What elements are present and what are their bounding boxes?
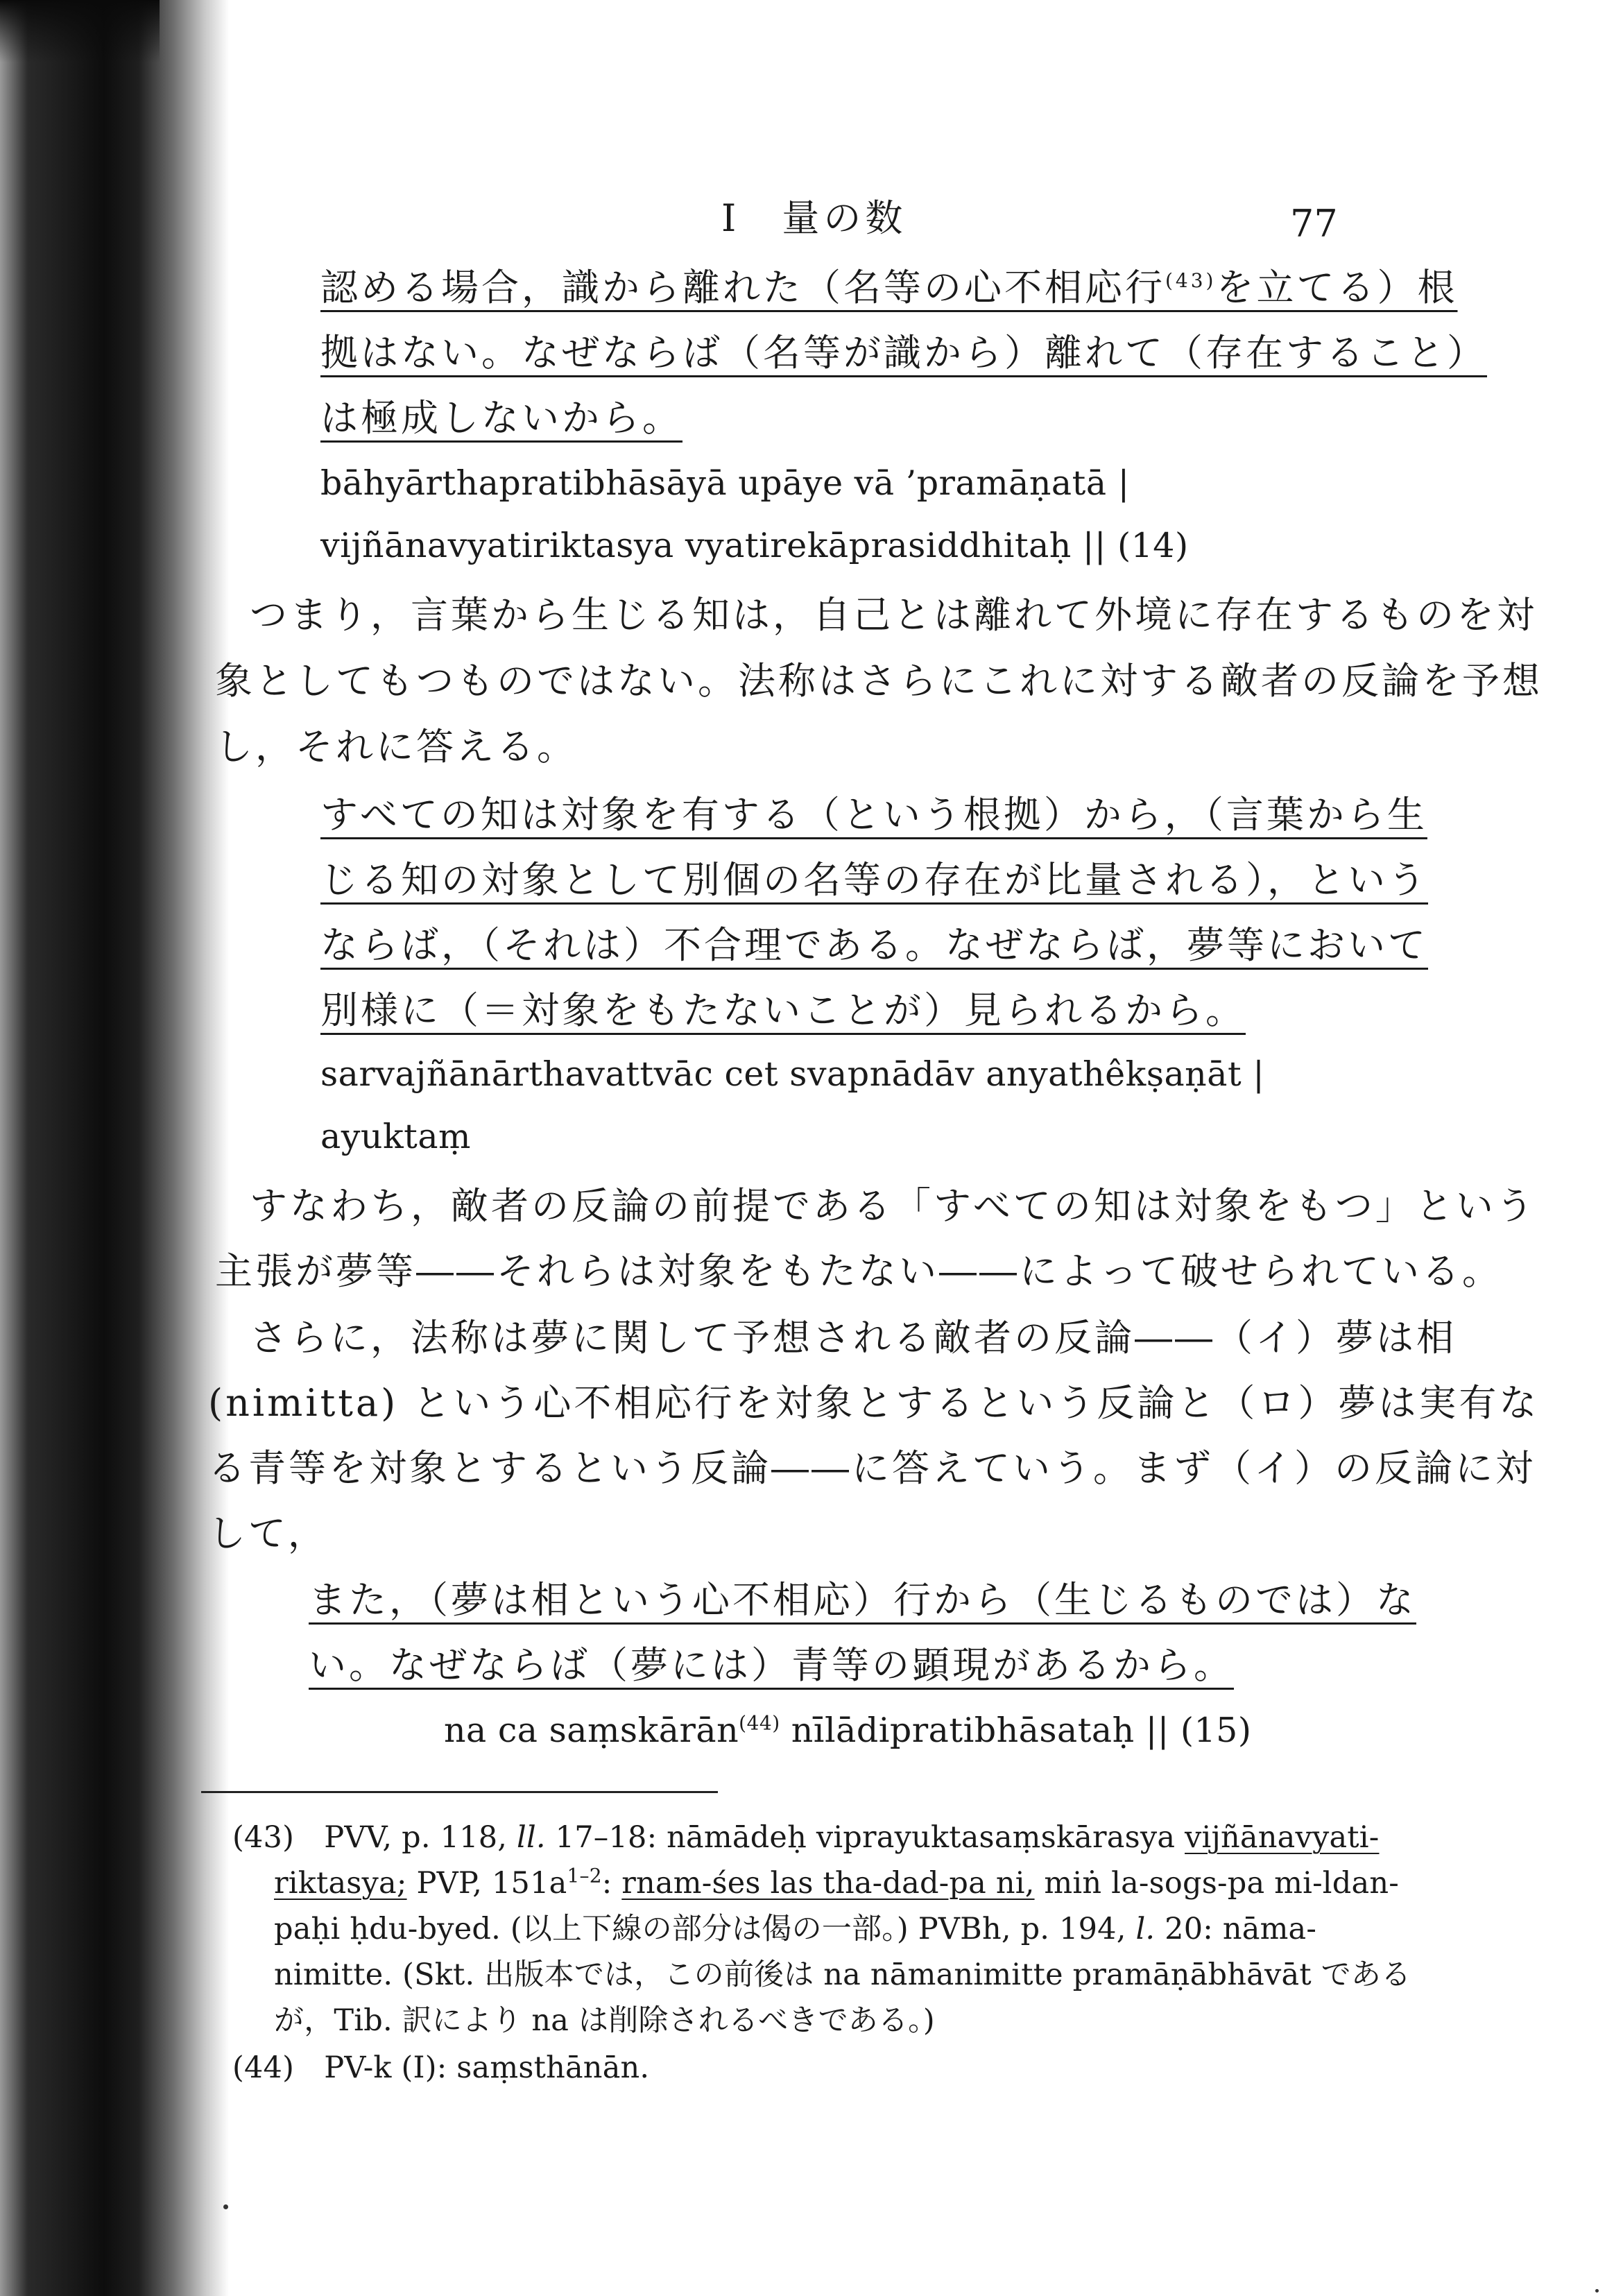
quote-3-line-1: また，（夢は相という心不相応）行から（生じるものでは）な [309,1578,1416,1622]
paragraph-3-line-3: る青等を対象とするという反論――に答えていう。まず（イ）の反論に対 [208,1446,1536,1490]
paragraph-1-line-1: つまり，言葉から生じる知は，自己とは離れて外境に存在するものを対 [250,593,1537,637]
footnote-43-line-4: nimitte. (Skt. 出版本では，この前後は na nāmanimitte pramāṇābhāvāt である [274,1957,1411,1992]
sanskrit-verse-14-line-2: vijñānavyatiriktasya vyatirekāprasiddhitaḥ || (14) [320,526,1189,565]
paragraph-1-line-3: し，それに答える。 [215,725,577,769]
sanskrit-verse-14-line-1: bāhyārthapratibhāsāyā upāye vā ’pramāṇatā | [320,463,1130,503]
sanskrit-verse-line-1: sarvajñānārthavattvāc cet svapnādāv anyathêkṣaṇāt | [320,1054,1265,1094]
quote-1-line-2: 拠はない。なぜならば（名等が識から）離れて（存在すること） [320,331,1487,375]
quote-2-line-3: ならば，（それは）不合理である。なぜならば，夢等において [320,923,1428,967]
quote-2-line-1: すべての知は対象を有する（という根拠）から，（言葉から生 [320,793,1427,837]
paragraph-2-line-1: すなわち，敵者の反論の前提である「すべての知は対象をもつ」という [250,1184,1536,1228]
paragraph-3-line-1: さらに，法称は夢に関して予想される敵者の反論――（イ）夢は相 [250,1316,1457,1360]
footnote-43-line-3: paḥi ḥdu-byed. (以上下線の部分は偈の一部。) PVBh, p. 194, l. 20: nāma- [274,1912,1317,1946]
sanskrit-verse-line-2: ayuktaṃ [320,1117,472,1156]
paragraph-1-line-2: 象としてもつものではない。法称はさらにこれに対する敵者の反論を予想 [215,659,1543,703]
footnote-43-line-2: riktasya; PVP, $151a^{1-2}$: rnam-śes las tha-dad-pa ni, miṅ la-sogs-pa mi-ldan- [274,1864,1399,1901]
footnote-44: (44) PV-k (I): saṃsthānān. [232,2050,650,2085]
footnote-ref-44: (44) [739,1711,780,1735]
quote-3-line-2: い。なぜならば（夢には）青等の顕現があるから。 [309,1643,1234,1687]
paragraph-3-line-2: (nimitta) という心不相応行を対象とするという反論と（ロ）夢は実有な [208,1381,1540,1425]
quote-1-line-3: は極成しないから。 [320,396,682,440]
paragraph-3-line-4: して， [208,1511,328,1555]
sanskrit-verse-15: na ca saṃskārān$^{(44)}$ nīlādipratibhāsataḥ || (15) [444,1711,1252,1750]
footnote-divider [201,1791,718,1793]
quote-1-line-1: 認める場合，識から離れた（名等の心不相応行$^{(43)}$を立てる）根 [320,266,1458,309]
footnote-ref-43: (43) [1165,269,1217,292]
footnote-43-line-1: (43) PVV, p. 118, ll. 17–18: nāmādeḥ viprayuktasaṃskārasya vijñānavyati- [232,1820,1380,1855]
quote-2-line-2: じる知の対象として別個の名等の存在が比量される），という [320,858,1428,902]
page-number: 77 [1290,202,1338,246]
chapter-heading: I 量の数 [721,196,907,240]
scan-speck [223,2204,228,2209]
quote-2-line-4: 別様に（＝対象をもたないことが）見られるから。 [320,988,1246,1032]
paragraph-2-line-2: 主張が夢等――それらは対象をもたない――によって破せられている。 [215,1249,1502,1293]
scan-speck [1595,2289,1599,2293]
footnote-43-line-5: が，Tib. 訳により na は削除されるべきである。) [274,2003,935,2038]
